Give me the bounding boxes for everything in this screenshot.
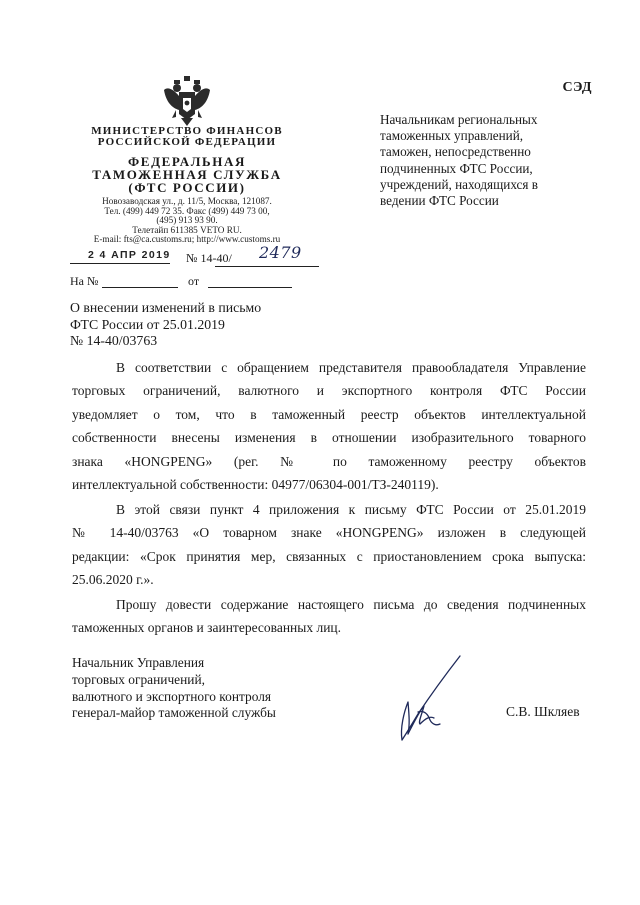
address-line: Новозаводская ул., д. 11/5, Москва, 121087. bbox=[102, 196, 272, 206]
phone-line-2: (495) 913 93 90. bbox=[156, 215, 218, 226]
reference-number-label: На № bbox=[70, 274, 99, 288]
teletype-line: Телетайп 611385 VETO RU. bbox=[132, 224, 242, 235]
signatory-name: С.В. Шкляев bbox=[506, 704, 580, 719]
reference-date-underline bbox=[208, 287, 292, 288]
email-line: E-mail: fts@ca.customs.ru; http://www.customs.ru bbox=[93, 234, 281, 245]
letter-subject: О внесении изменений в письмо ФТС России от 25.01.2019 № 14-40/03763 bbox=[70, 300, 262, 349]
registration-number-label: № 14-40/ bbox=[186, 251, 232, 265]
reference-line bbox=[70, 274, 320, 290]
phone-line: Тел. (499) 449 72 35. Факс (499) 449 73 00, bbox=[104, 205, 270, 216]
service-name: ФЕДЕРАЛЬНАЯ ТАМОЖЕННАЯ СЛУЖБА (ФТС РОССИИ) bbox=[92, 154, 282, 195]
addressee-block: Начальникам региональных таможенных управлений, таможен, непосредственно подчиненных ФТС России, учреждений, находящихся в ведении ФТС России bbox=[380, 112, 538, 209]
coat-of-arms-icon bbox=[162, 76, 212, 128]
number-underline bbox=[215, 266, 319, 267]
date-stamp: 2 4 АПР 2019 bbox=[88, 249, 171, 261]
ministry-name: МИНИСТЕРСТВО ФИНАНСОВ РОССИЙСКОЙ ФЕДЕРАЦИИ bbox=[91, 125, 283, 148]
body-paragraph-2: В этой связи пункт 4 приложения к письму ФТС России от 25.01.2019 № 14-40/03763 «О товарном знаке «HONGPENG» изложен в следующей редакции: «Срок принятия мер, связанных с приостановлением срока выпуска: 25.06.2020 г.». bbox=[72, 502, 586, 588]
handwritten-signature bbox=[378, 652, 470, 742]
reference-number-underline bbox=[102, 287, 178, 288]
body-paragraph-1: В соответствии с обращением представителя правообладателя Управление торговых ограничений, валютного и экспортного контроля ФТС России уведомляет о том, что в таможенный реестр объектов интеллектуальной собственности внесены изменения в отношении изобразительного товарного знака «HONGPENG» (рег. № по таможенному реестру объектов интеллектуальной собственности: 04977/06304-001/ТЗ-240119). bbox=[72, 360, 586, 493]
date-underline bbox=[70, 263, 170, 264]
registration-number-handwritten: 2479 bbox=[259, 243, 302, 262]
body-paragraph-3: Прошу довести содержание настоящего письма до сведения подчиненных таможенных органов и заинтересованных лиц. bbox=[72, 597, 586, 636]
signatory-title: Начальник Управления торговых ограничений, валютного и экспортного контроля генерал-майор таможенной службы bbox=[72, 655, 276, 721]
contact-block bbox=[60, 197, 314, 245]
sed-marker: СЭД bbox=[562, 80, 592, 95]
reference-from-label: от bbox=[188, 274, 200, 288]
registration-line bbox=[70, 243, 320, 269]
